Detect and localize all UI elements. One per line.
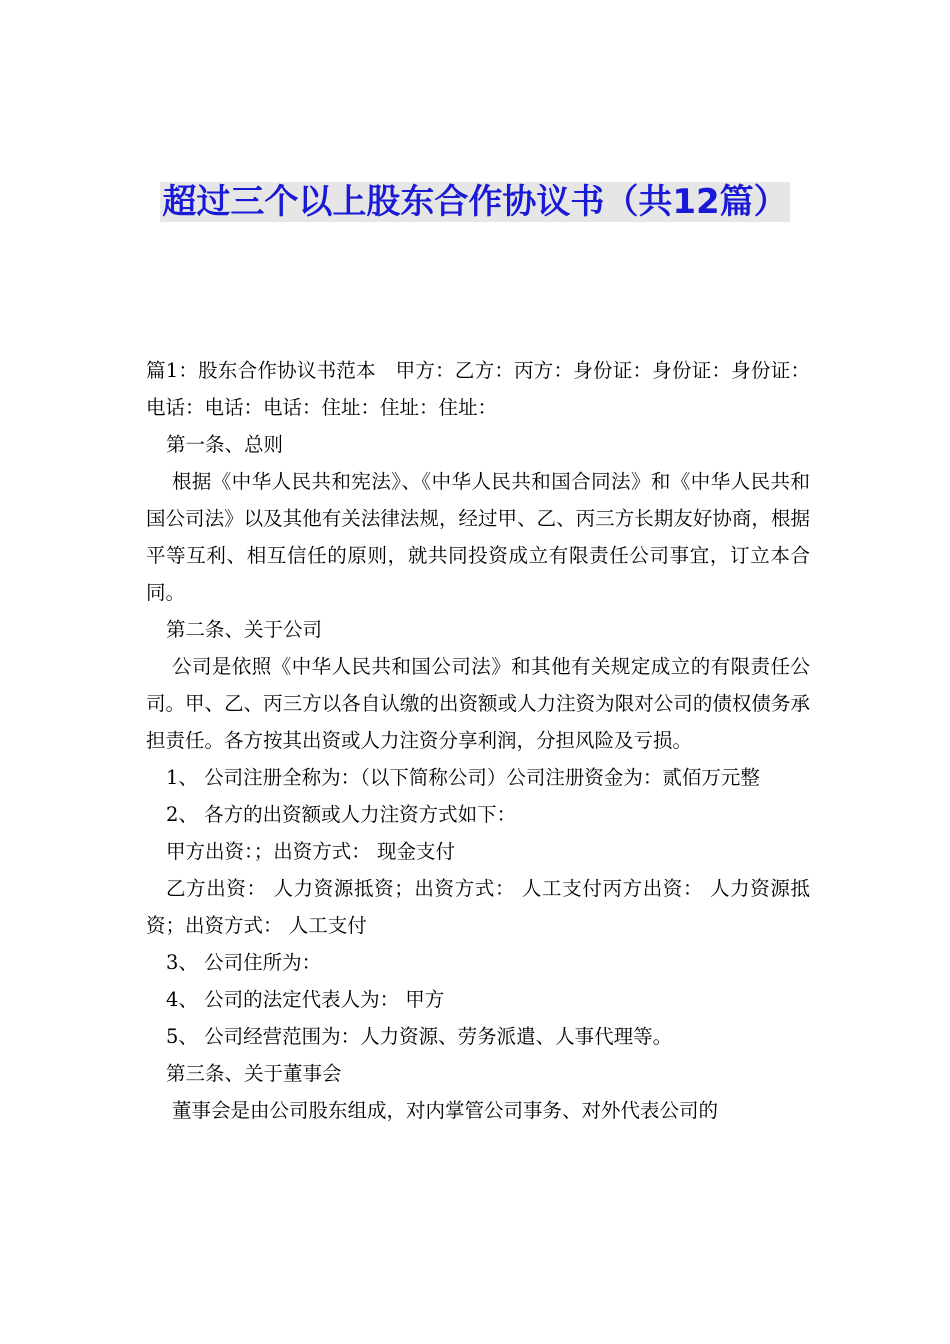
paragraph-party-b-c-contribution: 乙方出资： 人力资源抵资；出资方式： 人工支付丙方出资： 人力资源抵资；出资方式： 人工支付: [146, 877, 810, 937]
list-item-4: 4、 公司的法定代表人为： 甲方: [166, 988, 445, 1011]
paragraph-article-1-body: 根据《中华人民共和宪法》、《中华人民共和国合同法》和《中华人民共和国公司法》以及其他有关法律法规，经过甲、乙、丙三方长期友好协商，根据平等互利、相互信任的原则，就共同投资成立有限责任公司事宜，订立本合同。: [146, 470, 810, 604]
list-item-3: 3、 公司住所为：: [166, 951, 322, 974]
heading-article-3: 第三条、关于董事会: [166, 1062, 342, 1085]
list-item-5: 5、 公司经营范围为：人力资源、劳务派遣、人事代理等。: [166, 1025, 673, 1048]
paragraph-article-2-body: 公司是依照《中华人民共和国公司法》和其他有关规定成立的有限责任公司。甲、乙、丙三方以各自认缴的出资额或人力注资为限对公司的债权债务承担责任。各方按其出资或人力注资分享利润，分担风险及亏损。: [146, 655, 810, 752]
paragraph-article-3-body: 董事会是由公司股东组成，对内掌管公司事务、对外代表公司的: [172, 1099, 719, 1122]
list-item-1: 1、 公司注册全称为：（以下简称公司）公司注册资金为：贰佰万元整: [166, 766, 760, 789]
document-title: [140, 176, 810, 228]
heading-article-2: 第二条、关于公司: [166, 618, 323, 641]
list-item-2: 2、 各方的出资额或人力注资方式如下：: [166, 803, 517, 826]
document-body: [146, 352, 810, 1129]
paragraph-intro: 篇1：股东合作协议书范本 甲方：乙方：丙方：身份证：身份证：身份证：电话：电话：电话：住址：住址：住址：: [146, 359, 810, 419]
document-title-text: 超过三个以上股东合作协议书（共12篇）: [162, 182, 788, 222]
paragraph-party-a-contribution: 甲方出资：；出资方式： 现金支付: [166, 840, 455, 863]
heading-article-1: 第一条、总则: [166, 433, 284, 456]
